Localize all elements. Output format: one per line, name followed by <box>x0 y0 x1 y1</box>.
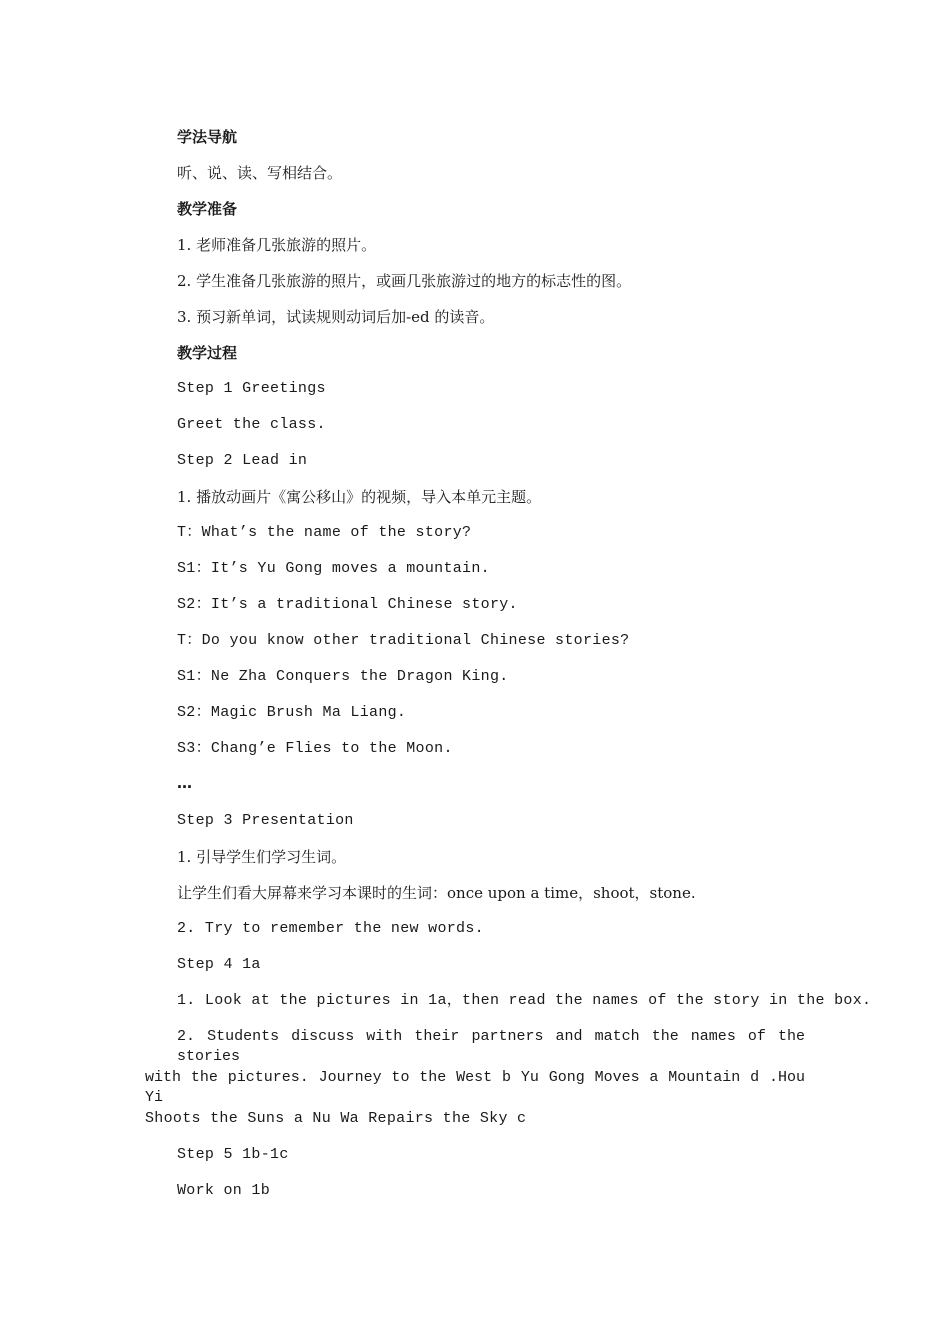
ellipsis: … <box>177 774 192 792</box>
list-item: 3. 预习新单词，试读规则动词后加-ed 的读音。 <box>177 308 495 326</box>
dialogue-line: S2：Magic Brush Ma Liang. <box>177 704 407 721</box>
paragraph-line: with the pictures. Journey to the West b Yu Gong Moves a Mountain d .Hou Yi <box>145 1069 805 1106</box>
paragraph-line: 2. Students discuss with their partners and match the names of the stories <box>177 1028 805 1065</box>
dialogue-line: S1：It’s Yu Gong moves a mountain. <box>177 560 490 577</box>
heading-teaching-process: 教学过程 <box>177 344 238 362</box>
step-heading: Step 4 1a <box>177 956 261 973</box>
heading-study-method: 学法导航 <box>177 128 238 146</box>
body-line: Greet the class. <box>177 416 326 433</box>
body-line: Work on 1b <box>177 1182 271 1199</box>
step-heading: Step 1 Greetings <box>177 380 326 397</box>
body-line: 让学生们看大屏幕来学习本课时的生词：once upon a time，shoot，stone. <box>177 884 696 902</box>
step-heading: Step 5 1b-1c <box>177 1146 289 1163</box>
list-item: 1. 引导学生们学习生词。 <box>177 848 347 866</box>
dialogue-line: S1：Ne Zha Conquers the Dragon King. <box>177 668 509 685</box>
dialogue-line: T：Do you know other traditional Chinese stories? <box>177 632 630 649</box>
list-item: 1. 播放动画片《寓公移山》的视频，导入本单元主题。 <box>177 488 542 506</box>
list-item: 2. 学生准备几张旅游的照片，或画几张旅游过的地方的标志性的图。 <box>177 272 632 290</box>
paragraph-line: Shoots the Suns a Nu Wa Repairs the Sky c <box>145 1110 527 1127</box>
heading-teaching-preparation: 教学准备 <box>177 200 238 218</box>
dialogue-line: T：What’s the name of the story? <box>177 524 472 541</box>
list-item: 1. 老师准备几张旅游的照片。 <box>177 236 377 254</box>
dialogue-line: S2：It’s a traditional Chinese story. <box>177 596 518 613</box>
dialogue-line: S3：Chang’e Flies to the Moon. <box>177 740 453 757</box>
body-line: 听、说、读、写相结合。 <box>177 164 343 182</box>
step-heading: Step 3 Presentation <box>177 812 354 829</box>
step-heading: Step 2 Lead in <box>177 452 308 469</box>
list-item: 1. Look at the pictures in 1a，then read the names of the story in the box. <box>177 992 872 1009</box>
list-item: 2. Try to remember the new words. <box>177 920 484 937</box>
